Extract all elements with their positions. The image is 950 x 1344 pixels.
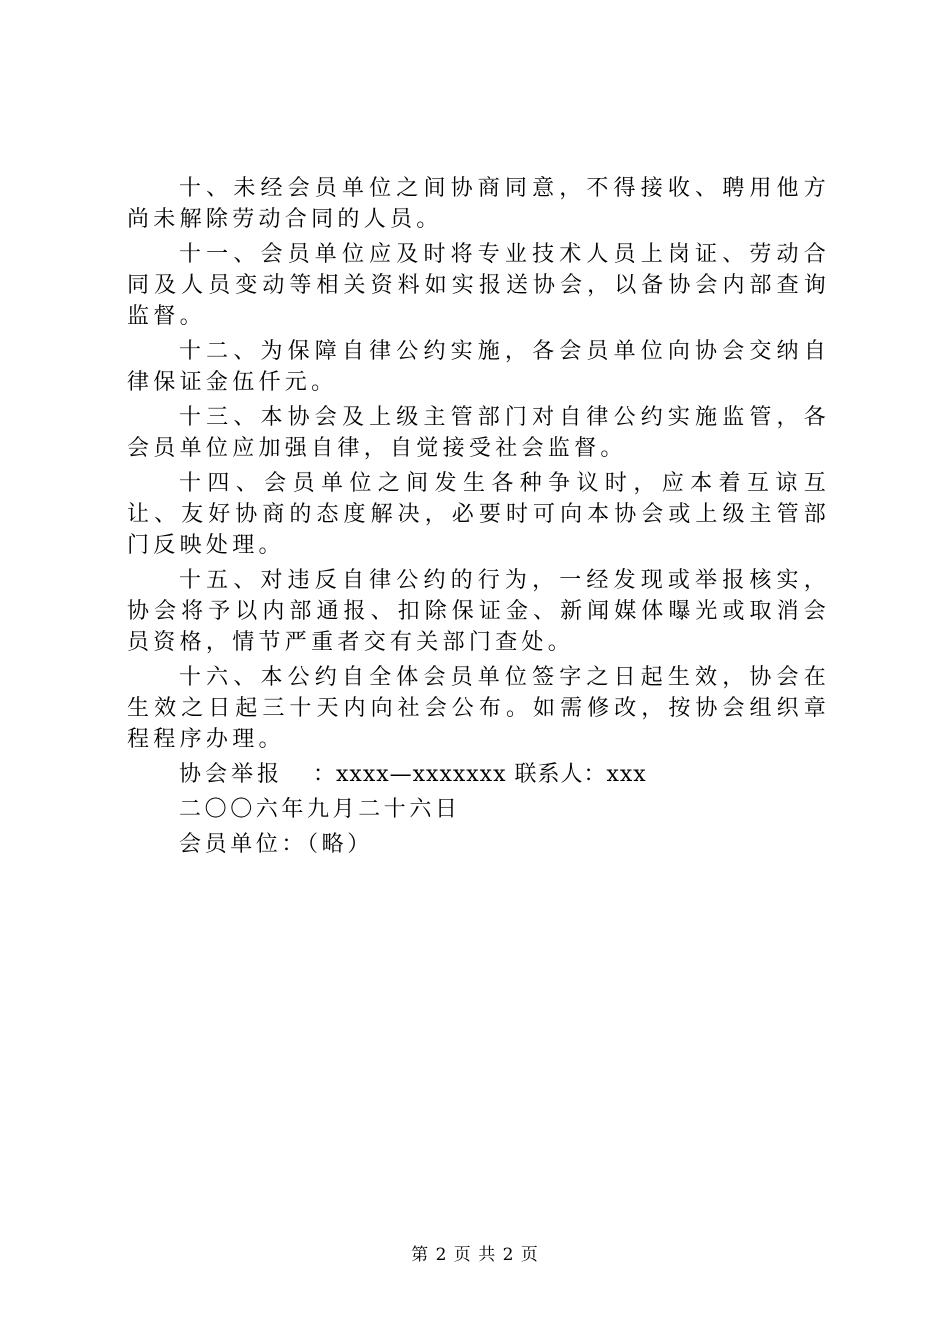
clause-12: 十二、为保障自律公约实施，各会员单位向协会交纳自律保证金伍仟元。 [127,339,830,395]
clause-14: 十四、会员单位之间发生各种争议时，应本着互谅互让、友好协商的态度解决，必要时可向本协会或上级主管部门反映处理。 [127,471,830,558]
clause-16: 十六、本公约自全体会员单位签字之日起生效，协会在生效之日起三十天内向社会公布。如需修改，按协会组织章程程序办理。 [127,665,830,752]
clause-13: 十三、本协会及上级主管部门对自律公约实施监管，各会员单位应加强自律，自觉接受社会监督。 [127,405,830,461]
member-units: 会员单位：（略） [179,832,373,857]
clause-15: 十五、对违反自律公约的行为，一经发现或举报核实，协会将予以内部通报、扣除保证金、新闻媒体曝光或取消会员资格，情节严重者交有关部门查处。 [127,568,830,655]
page-footer: 第 2 页 共 2 页 [411,1245,539,1265]
document-body [127,173,830,860]
document-date: 二〇〇六年九月二十六日 [179,797,461,822]
hotline-line [127,759,830,790]
hotline-value: ：xxxx—xxxxxxx 联系人：xxx [313,762,647,787]
clause-10: 十、未经会员单位之间协商同意，不得接收、聘用他方尚未解除劳动合同的人员。 [127,176,830,232]
hotline-label: 协会举报 [179,762,284,787]
clause-11: 十一、会员单位应及时将专业技术人员上岗证、劳动合同及人员变动等相关资料如实报送协会，以备协会内部查询监督。 [127,242,830,329]
